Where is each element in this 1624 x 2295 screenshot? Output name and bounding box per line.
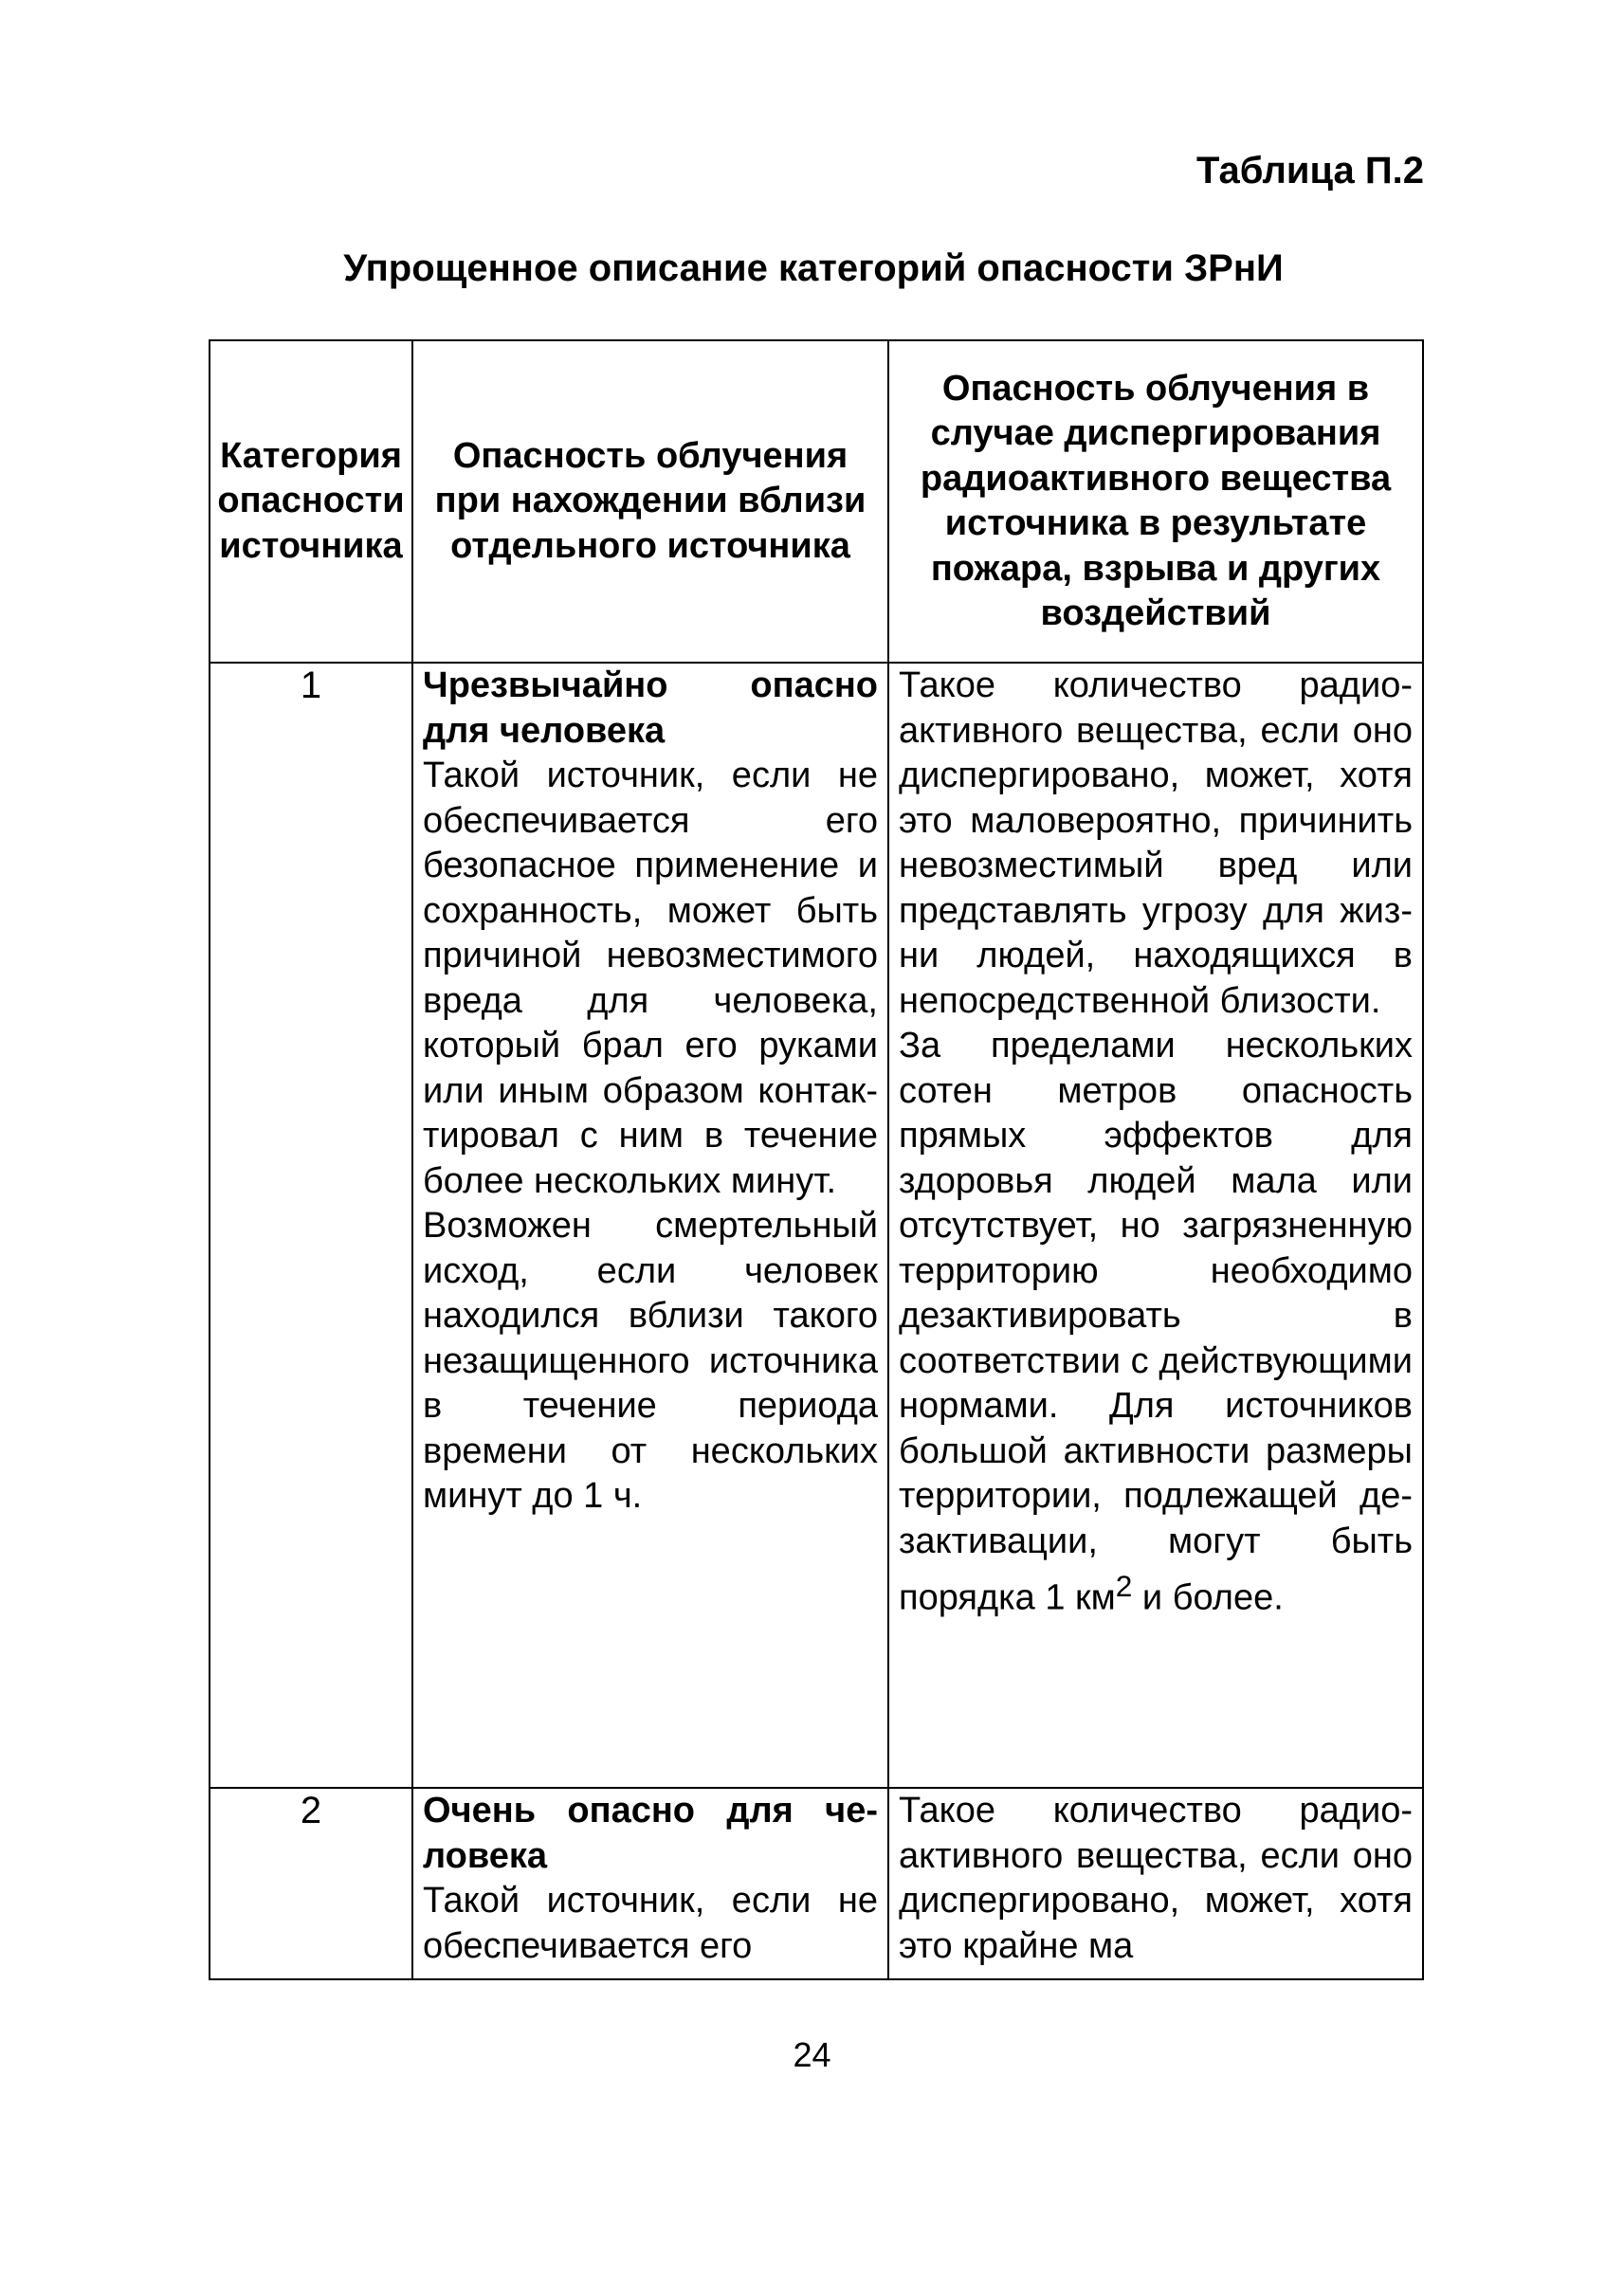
page-number: 24	[793, 2035, 831, 2074]
table-row	[210, 663, 1423, 1788]
hazard-category-table	[209, 339, 1424, 1980]
dispersal-hazard-cell	[888, 663, 1423, 1788]
proximity-hazard-cell	[412, 663, 888, 1788]
hazard-description: Такой источник, если не обеспечивается его	[423, 1881, 878, 1966]
dispersal-hazard-cell	[888, 1788, 1423, 1979]
dispersal-description: Такое количество радиоактивного вещества, если оно диспергировано, может, хотя это маловероятно, причинить невозместимый вред или представлять угрозу для жизни людей, находящихся в непосредственной близости.	[899, 665, 1413, 1021]
superscript-2: 2	[1115, 1569, 1133, 1603]
dispersal-description: Такое количество радиоактивного вещества, если оно диспергировано, может, хотя это крайне ма	[899, 1791, 1413, 1966]
dispersal-area-text-end: и более.	[1132, 1577, 1284, 1618]
column-header-category: Категория опасности источника	[210, 340, 412, 663]
hazard-fatality-note: Возможен смертельный исход, если человек находился вблизи такого незащищенного источника в течение периода времени от нескольких минут до 1 ч.	[423, 1206, 878, 1516]
category-cell: 1	[210, 663, 412, 1788]
hazard-description: Такой источник, если не обеспечивается его безопасное применение и сохранность, может быть причиной невозместимого вреда для человека, который брал его руками или иным образом контактировал с ним в течение более нескольких минут.	[423, 756, 878, 1201]
category-cell: 2	[210, 1788, 412, 1979]
dispersal-area-note	[899, 1024, 1413, 1621]
hazard-level-label: Чрезвычайно опасно для человека	[423, 665, 878, 751]
proximity-hazard-cell	[412, 1788, 888, 1979]
hazard-level-label: Очень опасно для человека	[423, 1791, 878, 1876]
table-row	[210, 1788, 1423, 1979]
column-header-dispersal-hazard: Опасность облучения в случае диспергирования радиоактивного вещества источника в результате пожара, взрыва и других воздействий	[888, 340, 1423, 663]
table-caption: Таблица П.2	[1196, 150, 1424, 191]
table-title: Упрощенное описание категорий опасности ЗРнИ	[343, 247, 1284, 289]
dispersal-area-text: За пределами нескольких сотен метров опасность прямых эффектов для здоровья людей мала или отсутствует, но загрязненную территорию необходимо дезактивировать в соответствии с действующими нормами. Для источников большой активности размеры территории, подлежащей дезактивации, могут быть порядка 1 км	[899, 1026, 1413, 1618]
table-header-row	[210, 340, 1423, 663]
column-header-proximity-hazard: Опасность облучения при нахождении вблизи отдельного источника	[412, 340, 888, 663]
